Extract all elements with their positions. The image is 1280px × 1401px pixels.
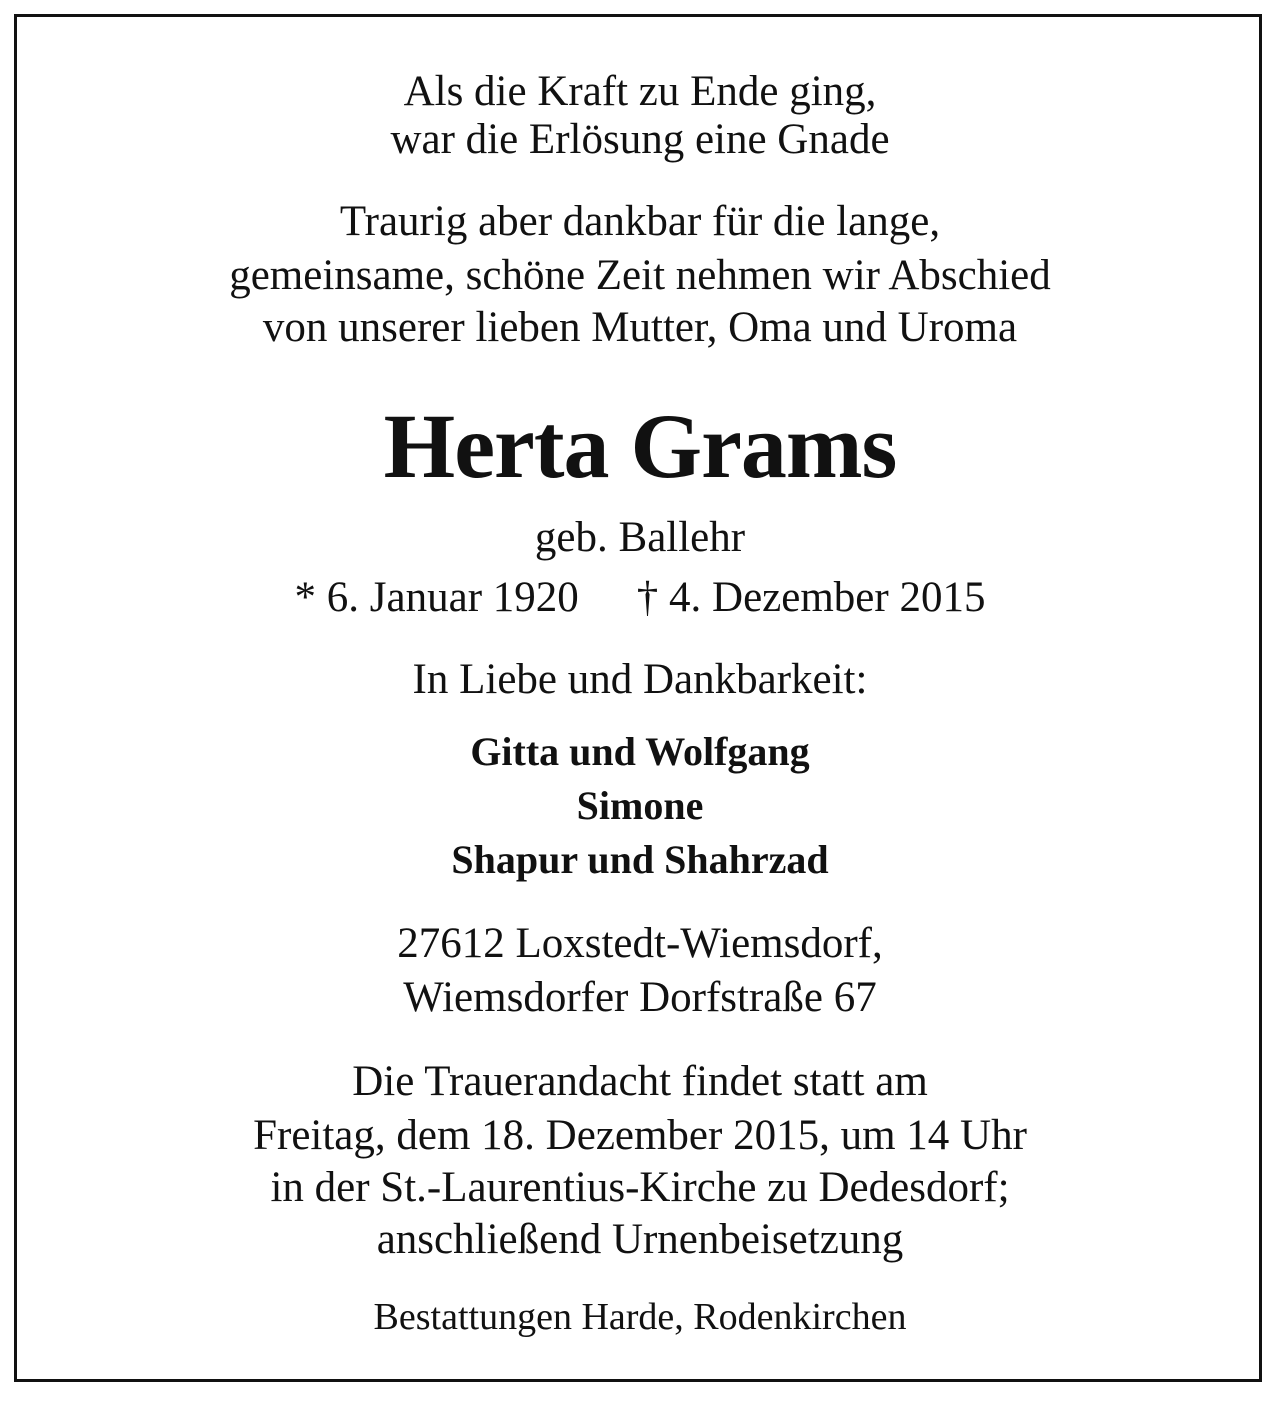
service-line-1: Die Trauerandacht findet statt am — [352, 1058, 928, 1105]
family-line-2: Simone — [576, 783, 704, 828]
death-date: † 4. Dezember 2015 — [636, 574, 986, 621]
verse-line-1: Als die Kraft zu Ende ging, — [403, 68, 877, 115]
undertaker: Bestattungen Harde, Rodenkirchen — [373, 1296, 907, 1338]
family-line-3: Shapur und Shahrzad — [451, 837, 829, 882]
intro-line-3: von unserer lieben Mutter, Oma und Uroma — [262, 304, 1018, 351]
dedication: In Liebe und Dankbarkeit: — [412, 656, 868, 703]
birth-date: * 6. Januar 1920 — [294, 574, 579, 621]
life-dates — [0, 576, 1280, 619]
maiden-name: geb. Ballehr — [534, 514, 746, 561]
verse-line-2: war die Erlösung eine Gnade — [390, 116, 890, 163]
service-line-2: Freitag, dem 18. Dezember 2015, um 14 Uhr — [253, 1112, 1027, 1159]
service-line-3: in der St.-Laurentius-Kirche zu Dedesdorf; — [270, 1164, 1010, 1211]
intro-line-2: gemeinsame, schöne Zeit nehmen wir Abschied — [229, 252, 1051, 299]
intro-line-1: Traurig aber dankbar für die lange, — [339, 198, 941, 245]
service-line-4: anschließend Urnenbeisetzung — [376, 1216, 904, 1263]
deceased-name: Herta Grams — [383, 395, 897, 497]
address-line-2: Wiemsdorfer Dorfstraße 67 — [403, 974, 877, 1021]
address-line-1: 27612 Loxstedt-Wiemsdorf, — [397, 920, 883, 967]
family-line-1: Gitta und Wolfgang — [470, 729, 810, 774]
